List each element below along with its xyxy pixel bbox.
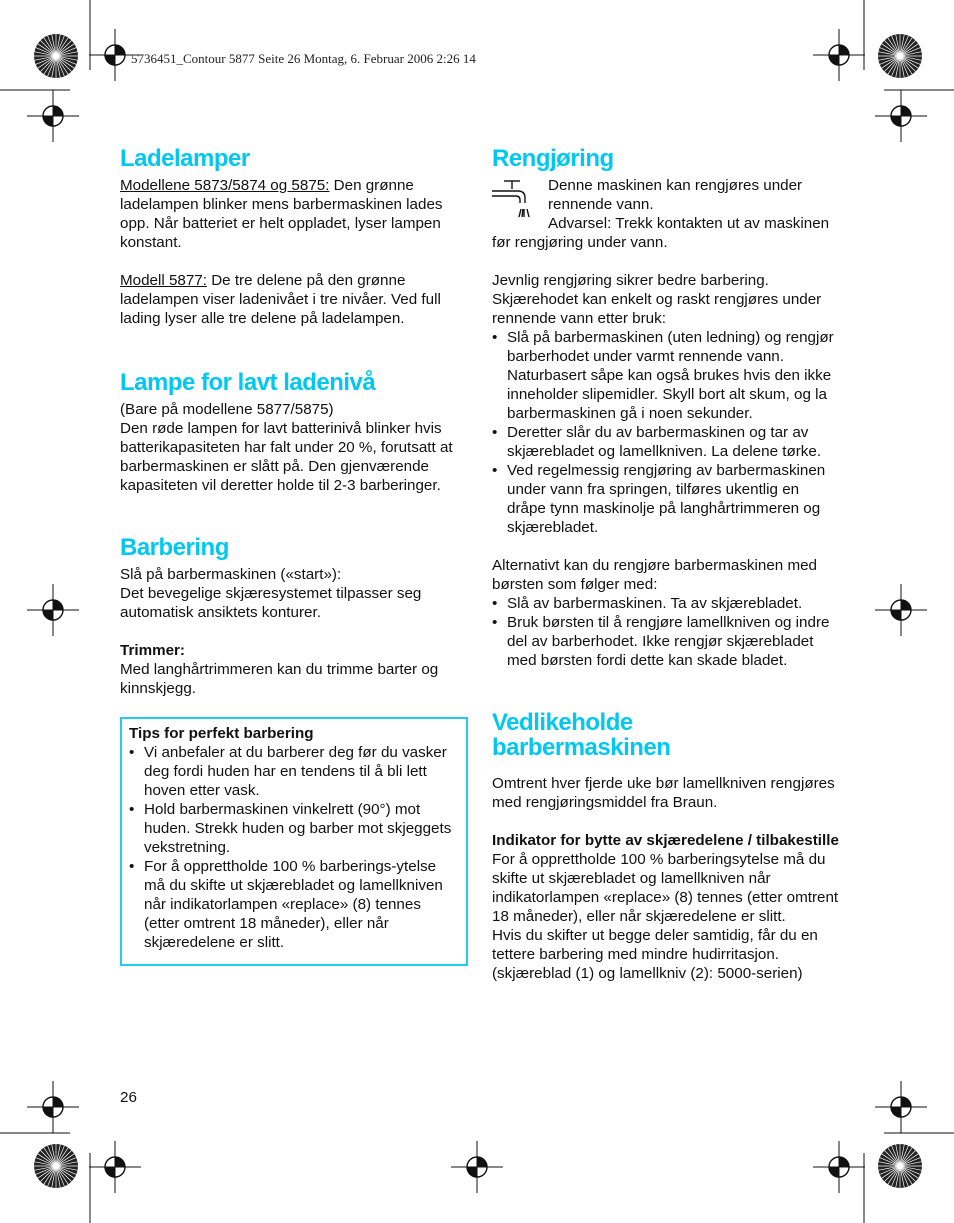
rinse-block: [492, 176, 842, 252]
indicator-text: For å opprettholde 100 % barberingsytelse må du skifte ut skjærebladet og lamellkniven når indikatorlampen «replace» (8) tennes (etter omtrent 18 måneder), eller når skjæredelene er slitt.: [492, 851, 839, 925]
barbering-line-2: Det bevegelige skjæresystemet tilpasser seg automatisk ansiktets konturer.: [120, 585, 422, 621]
indicator-title: Indikator for bytte av skjæredelene / tilbakestille: [492, 832, 839, 849]
right-column: [492, 146, 842, 983]
trimmer-title: Trimmer:: [120, 642, 185, 659]
cleaning-item: • Slå på barbermaskinen (uten ledning) og rengjør barberhodet under varmt rennende vann. Naturbasert såpe kan også brukes hvis den ikke inneholder slipemidler. Skyll bort alt skum, og la barbermaskinen gå i noen sekunder.: [492, 328, 842, 423]
model-label: Modell 5877:: [120, 272, 207, 289]
tips-item: • For å opprettholde 100 % barberings-ytelse må du skifte ut skjærebladet og lamellkniven når indikatorlampen «replace» (8) tennes (etter omtrent 18 måneder), eller når skjæredelene er slitt.: [129, 857, 458, 952]
rinse-text: Denne maskinen kan rengjøres under rennende vann.: [548, 177, 803, 213]
section-rengjoring: [492, 146, 842, 670]
heading-rengjoring: Rengjøring: [492, 145, 614, 172]
ladelamper-paragraph-1: Modellene 5873/5874 og 5875: Den grønne ladelampen blinker mens barbermaskinen lades opp. Når batteriet er helt oppladet, lyser lampen konstant.: [120, 177, 443, 251]
tips-title: Tips for perfekt barbering: [129, 725, 314, 742]
cleaning-intro: Jevnlig rengjøring sikrer bedre barbering. Skjærehodet kan enkelt og raskt rengjøres under rennende vann etter bruk:: [492, 272, 822, 327]
models-label: Modellene 5873/5874 og 5875:: [120, 177, 330, 194]
heading-lampe: Lampe for lavt ladenivå: [120, 369, 376, 396]
brush-item: • Slå av barbermaskinen. Ta av skjærebladet.: [492, 594, 842, 613]
brush-item: • Bruk børsten til å rengjøre lamellkniven og indre del av barberhodet. Ikke rengjør skjærebladet med børsten fordi dette kan skade bladet.: [492, 613, 842, 670]
section-vedlikehold: [492, 710, 842, 983]
cleaning-item: • Ved regelmessig rengjøring av barbermaskinen under vann fra springen, tilføres ukentlig en dråpe tynn maskinolje på langhårtrimmeren og skjærebladet.: [492, 461, 842, 537]
heading-ladelamper: Ladelamper: [120, 145, 250, 172]
section-barbering: [120, 535, 468, 698]
barbering-line-1: Slå på barbermaskinen («start»):: [120, 566, 342, 583]
ladelamper-paragraph-2: Modell 5877: De tre delene på den grønne ladelampen viser ladenivået i tre nivåer. Ved full lading lyser alle tre delene på ladelampen.: [120, 272, 441, 327]
tips-item: • Hold barbermaskinen vinkelrett (90°) mot huden. Strekk huden og barber mot skjeggets vekstretning.: [129, 800, 458, 857]
lampe-note: (Bare på modellene 5877/5875): [120, 401, 334, 418]
brush-intro: Alternativt kan du rengjøre barbermaskinen med børsten som følger med:: [492, 557, 818, 593]
section-lampe: [120, 370, 468, 495]
page-number: 26: [120, 1089, 137, 1106]
trimmer-text: Med langhårtrimmeren kan du trimme barter og kinnskjegg.: [120, 661, 439, 697]
maintenance-text: Omtrent hver fjerde uke bør lamellkniven rengjøres med rengjøringsmiddel fra Braun.: [492, 775, 835, 811]
tips-item: • Vi anbefaler at du barberer deg før du vasker deg fordi huden har en tendens til å bli lett hoven etter vask.: [129, 743, 458, 800]
parts-text: (skjæreblad (1) og lamellkniv (2): 5000-serien): [492, 965, 803, 982]
left-column: [120, 146, 468, 966]
print-header: 5736451_Contour 5877 Seite 26 Montag, 6. Februar 2006 2:26 14: [131, 51, 476, 66]
rinse-warning: Advarsel: Trekk kontakten ut av maskinen før rengjøring under vann.: [492, 215, 830, 251]
lampe-text: Den røde lampen for lavt batterinivå blinker hvis batterikapasiteten har falt under 20 %, forutsatt at barbermaskinen er slått på. Den gjenværende kapasiteten vil deretter holde til 2-3 barberinger.: [120, 420, 453, 494]
heading-vedlikehold: Vedlikeholde barbermaskinen: [492, 709, 671, 761]
cleaning-item: • Deretter slår du av barbermaskinen og tar av skjærebladet og lamellkniven. La delene tørke.: [492, 423, 842, 461]
tips-box: [120, 717, 468, 966]
section-ladelamper: [120, 146, 468, 328]
heading-barbering: Barbering: [120, 534, 229, 561]
water-tap-icon: [492, 179, 542, 223]
replace-both-text: Hvis du skifter ut begge deler samtidig, får du en tettere barbering med mindre hudirritasjon.: [492, 927, 818, 963]
